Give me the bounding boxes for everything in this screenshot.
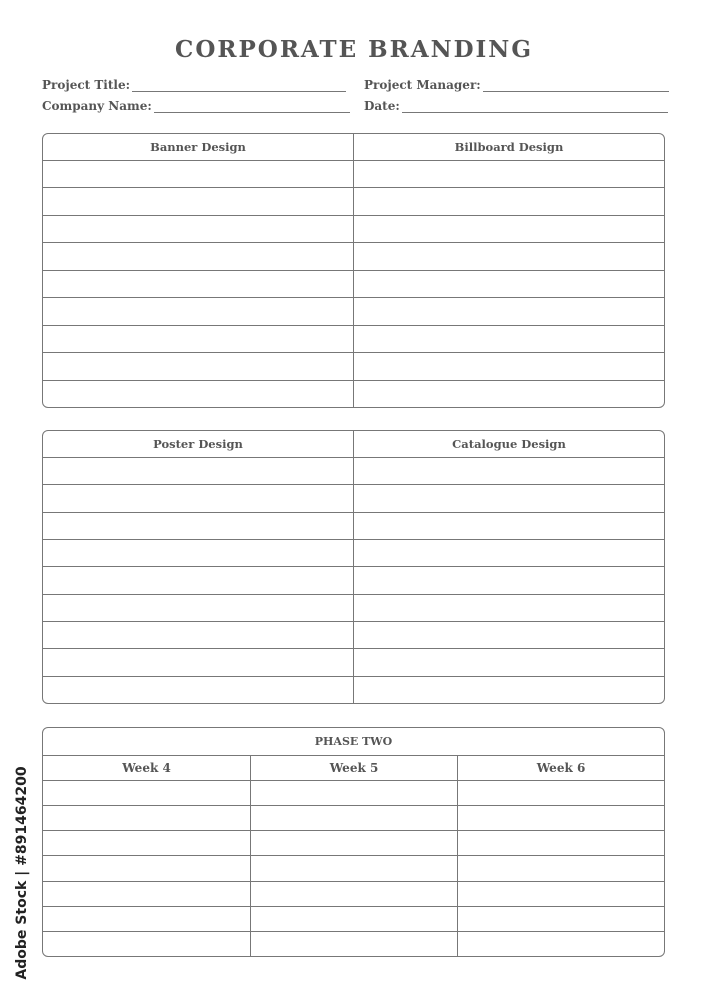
table-row[interactable] [354,243,664,270]
table-row[interactable] [43,567,353,594]
table-row[interactable] [43,485,353,512]
table-row[interactable] [251,882,457,907]
table-row[interactable] [43,831,250,856]
date-input-line[interactable] [402,100,668,113]
table-row[interactable] [43,907,250,932]
table-row[interactable] [354,595,664,622]
stock-id-watermark [12,760,32,985]
table-row[interactable] [354,567,664,594]
table-row[interactable] [43,161,353,188]
table-row[interactable] [43,353,353,380]
table-row[interactable] [251,831,457,856]
table-row[interactable] [251,907,457,932]
table-row[interactable] [251,781,457,806]
table-row[interactable] [354,677,664,703]
table-row[interactable] [458,831,664,856]
table-row[interactable] [354,188,664,215]
table-row[interactable] [354,649,664,676]
table-row[interactable] [354,540,664,567]
table-row[interactable] [43,806,250,831]
catalogue-design-column [353,431,664,703]
table-row[interactable] [251,856,457,881]
poster-design-heading: Poster Design [43,431,353,458]
table-row[interactable] [43,513,353,540]
table-row[interactable] [354,485,664,512]
table-row[interactable] [354,298,664,325]
table-row[interactable] [354,271,664,298]
company-name-field [42,99,350,113]
table-row[interactable] [43,622,353,649]
table-row[interactable] [251,806,457,831]
table-row[interactable] [43,243,353,270]
banner-design-column [43,134,353,407]
table-row[interactable] [43,188,353,215]
table-row[interactable] [43,649,353,676]
phase-two-table [42,727,665,957]
week-5-heading: Week 5 [251,756,457,781]
table-row[interactable] [458,806,664,831]
banner-billboard-table [42,133,665,408]
table-row[interactable] [43,298,353,325]
banner-design-heading: Banner Design [43,134,353,161]
week-4-heading: Week 4 [43,756,250,781]
project-title-label: Project Title: [42,78,131,92]
phase-two-heading: PHASE TWO [43,728,664,756]
project-title-input-line[interactable] [132,79,346,92]
table-row[interactable] [354,458,664,485]
company-name-label: Company Name: [42,99,152,113]
date-label: Date: [364,99,400,113]
table-row[interactable] [458,907,664,932]
table-row[interactable] [43,932,250,956]
project-manager-input-line[interactable] [483,79,669,92]
table-row[interactable] [43,271,353,298]
poster-catalogue-table [42,430,665,704]
table-row[interactable] [251,932,457,956]
table-row[interactable] [354,622,664,649]
billboard-design-column [353,134,664,407]
table-row[interactable] [354,216,664,243]
week-6-column [457,756,664,956]
project-title-field [42,78,346,92]
week-5-column [250,756,457,956]
table-row[interactable] [43,781,250,806]
company-name-input-line[interactable] [154,100,350,113]
table-row[interactable] [43,326,353,353]
week-4-column [43,756,250,956]
table-row[interactable] [43,381,353,407]
poster-design-column [43,431,353,703]
table-row[interactable] [43,677,353,703]
table-row[interactable] [43,595,353,622]
table-row[interactable] [43,856,250,881]
project-manager-label: Project Manager: [364,78,481,92]
billboard-design-heading: Billboard Design [354,134,664,161]
table-row[interactable] [458,856,664,881]
project-manager-field [364,78,669,92]
table-row[interactable] [354,161,664,188]
table-row[interactable] [354,381,664,407]
table-row[interactable] [458,882,664,907]
table-row[interactable] [43,458,353,485]
date-field [364,99,668,113]
table-row[interactable] [43,216,353,243]
table-row[interactable] [458,781,664,806]
catalogue-design-heading: Catalogue Design [354,431,664,458]
table-row[interactable] [43,540,353,567]
table-row[interactable] [458,932,664,956]
table-row[interactable] [354,326,664,353]
table-row[interactable] [354,353,664,380]
page-title: CORPORATE BRANDING [175,36,533,63]
table-row[interactable] [354,513,664,540]
table-row[interactable] [43,882,250,907]
stock-id-text: Adobe Stock | #891464200 [14,765,30,980]
week-6-heading: Week 6 [458,756,664,781]
